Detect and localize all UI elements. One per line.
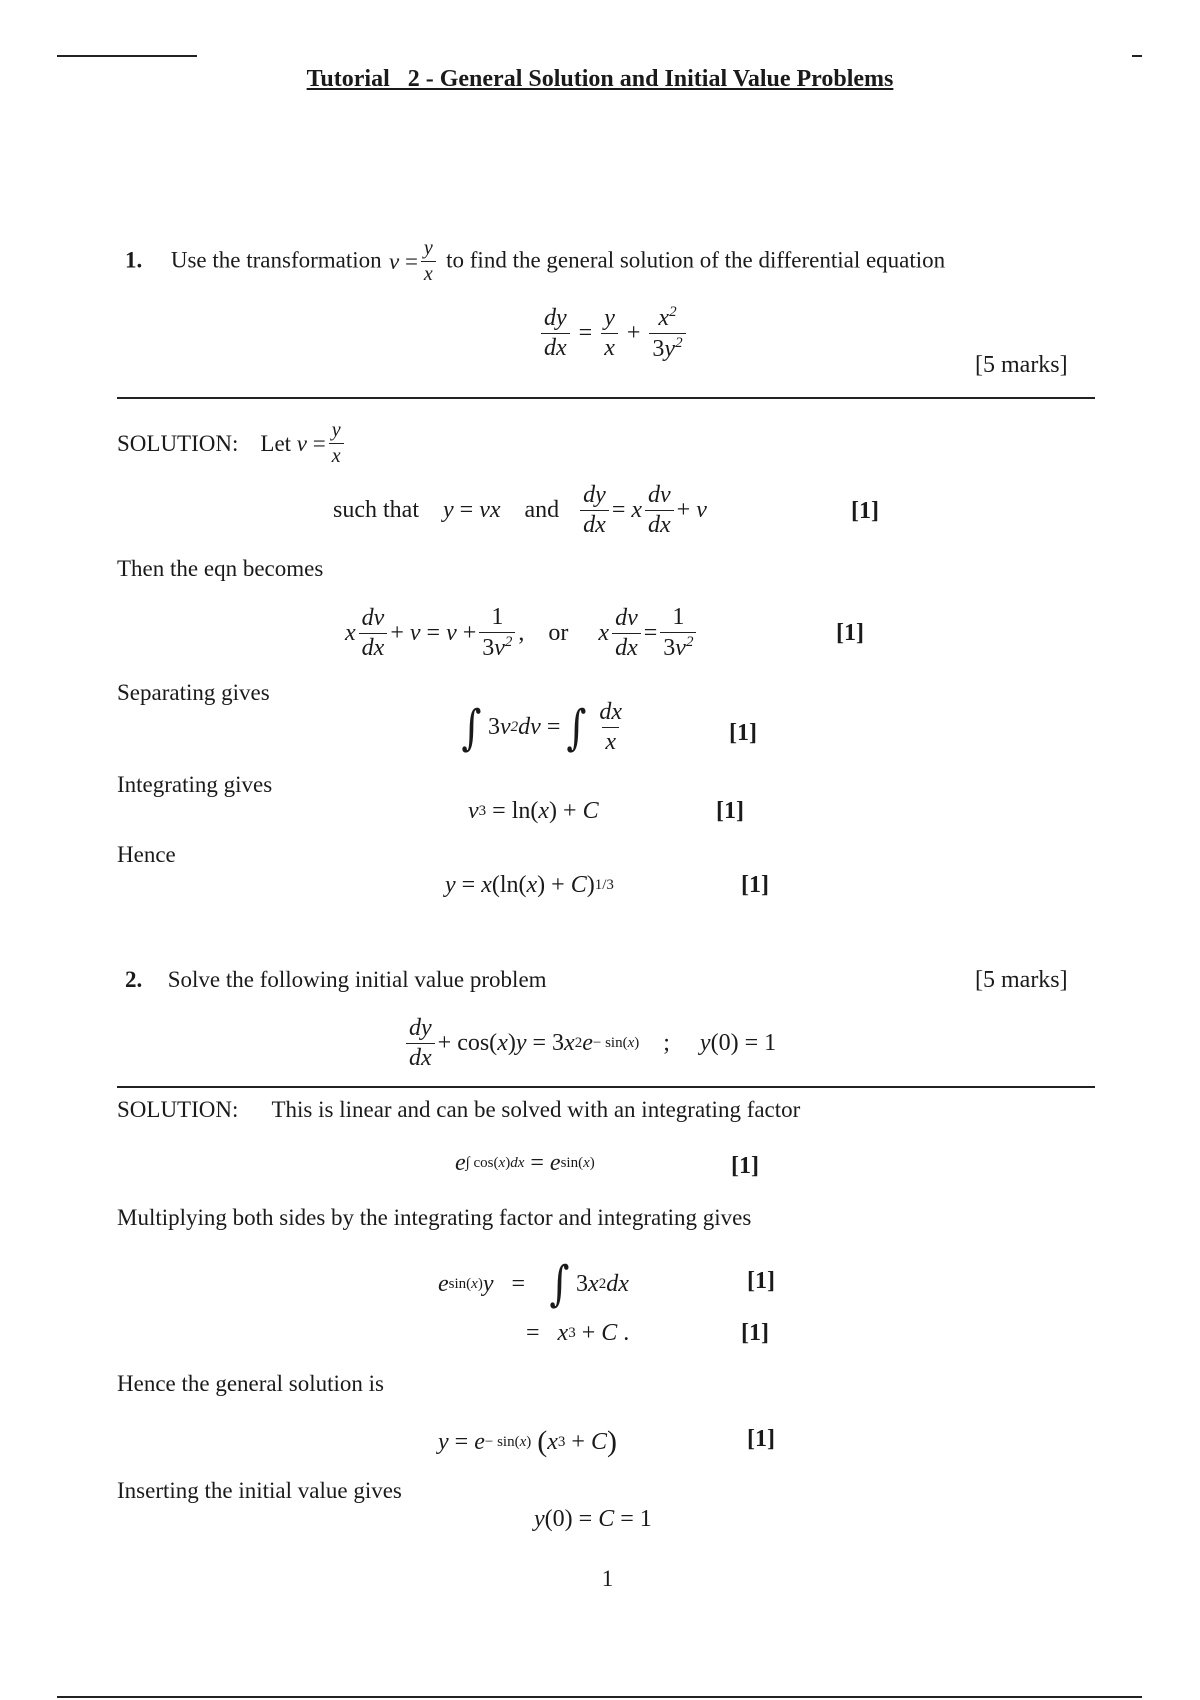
q2-integrated-line2: = x 3 + C . bbox=[526, 1320, 630, 1346]
q2-ode: $\frac{dy}{dx}$ + cos( x ) y = 3 x 2 e − sin(x) ; y (0) = 1 bbox=[403, 1016, 776, 1071]
top-right-dash bbox=[1132, 55, 1142, 57]
q1-prompt: 1. Use the transformation v = $\frac{y}{x}$ to find the general solution of the differential equation bbox=[125, 237, 946, 285]
q2-solution-intro: SOLUTION: This is linear and can be solved with an integrating factor bbox=[117, 1097, 801, 1122]
q1-final-solution: y = x (ln( x ) + C ) 1/3 bbox=[445, 872, 614, 898]
bottom-rule bbox=[57, 1696, 1142, 1698]
award-1: [1] bbox=[851, 498, 879, 524]
award-8: [1] bbox=[741, 1320, 769, 1346]
award-6: [1] bbox=[731, 1153, 759, 1179]
q1-integrating-text: Integrating gives bbox=[117, 772, 273, 797]
q1-separated-eq: ∫ 3 v 2 dv = ∫ $\frac{dx}{x}$ bbox=[461, 699, 623, 756]
q1-solution-let: SOLUTION: Let v = $\frac{y}{x}$ bbox=[117, 420, 347, 467]
award-4: [1] bbox=[716, 798, 744, 824]
q2-number: 2. bbox=[125, 967, 143, 992]
q1-integrated-eq: v 3 = ln( x ) + C bbox=[468, 798, 599, 824]
q2-integrated-line1: e sin(x) y = ∫ 3 x 2 dx bbox=[438, 1256, 629, 1312]
q2-integrating-factor: e ∫ cos(x)dx = e sin(x) bbox=[455, 1150, 595, 1176]
q2-inserting-text: Inserting the initial value gives bbox=[117, 1478, 402, 1503]
q2-initial-value-result: y (0) = C = 1 bbox=[534, 1506, 652, 1532]
award-3: [1] bbox=[729, 720, 757, 746]
q2-hence-text: Hence the general solution is bbox=[117, 1371, 384, 1396]
page-number: 1 bbox=[601, 1566, 614, 1591]
q1-separating-text: Separating gives bbox=[117, 680, 270, 705]
q2-general-solution: y = e − sin(x) ( x 3 + C ) bbox=[438, 1425, 617, 1458]
q2-divider bbox=[117, 1086, 1095, 1088]
award-7: [1] bbox=[747, 1268, 775, 1294]
q1-hence-text: Hence bbox=[117, 842, 176, 867]
q2-prompt: 2. Solve the following initial value problem bbox=[125, 967, 547, 992]
q2-multiplying-text: Multiplying both sides by the integrating factor and integrating gives bbox=[117, 1205, 752, 1230]
q1-substitution: such that y = vx and $\frac{dy}{dx}$ = x $\frac{dv}{dx}$ + v bbox=[333, 482, 707, 539]
award-2: [1] bbox=[836, 620, 864, 646]
top-left-rule bbox=[57, 55, 197, 57]
q1-then-text: Then the eqn becomes bbox=[117, 556, 324, 581]
award-9: [1] bbox=[747, 1426, 775, 1452]
award-5: [1] bbox=[741, 872, 769, 898]
q1-divider bbox=[117, 397, 1095, 399]
q2-marks: [5 marks] bbox=[975, 967, 1068, 993]
page-title: Tutorial 2 - General Solution and Initial Value Problems bbox=[306, 66, 894, 92]
q1-transformed-eq: x $\frac{dv}{dx}$ + v = v + $\frac{1}{3v^2}$ , or x $\frac{dv}{dx}$ = $\frac{1}{3v^2}$ bbox=[345, 605, 699, 661]
q1-ode: $\frac{dy}{dx}$ = $\frac{y}{x}$ + $\frac{x^2}{3y^2}$ bbox=[538, 305, 689, 362]
q1-marks: [5 marks] bbox=[975, 352, 1068, 378]
q1-number: 1. bbox=[125, 247, 143, 273]
